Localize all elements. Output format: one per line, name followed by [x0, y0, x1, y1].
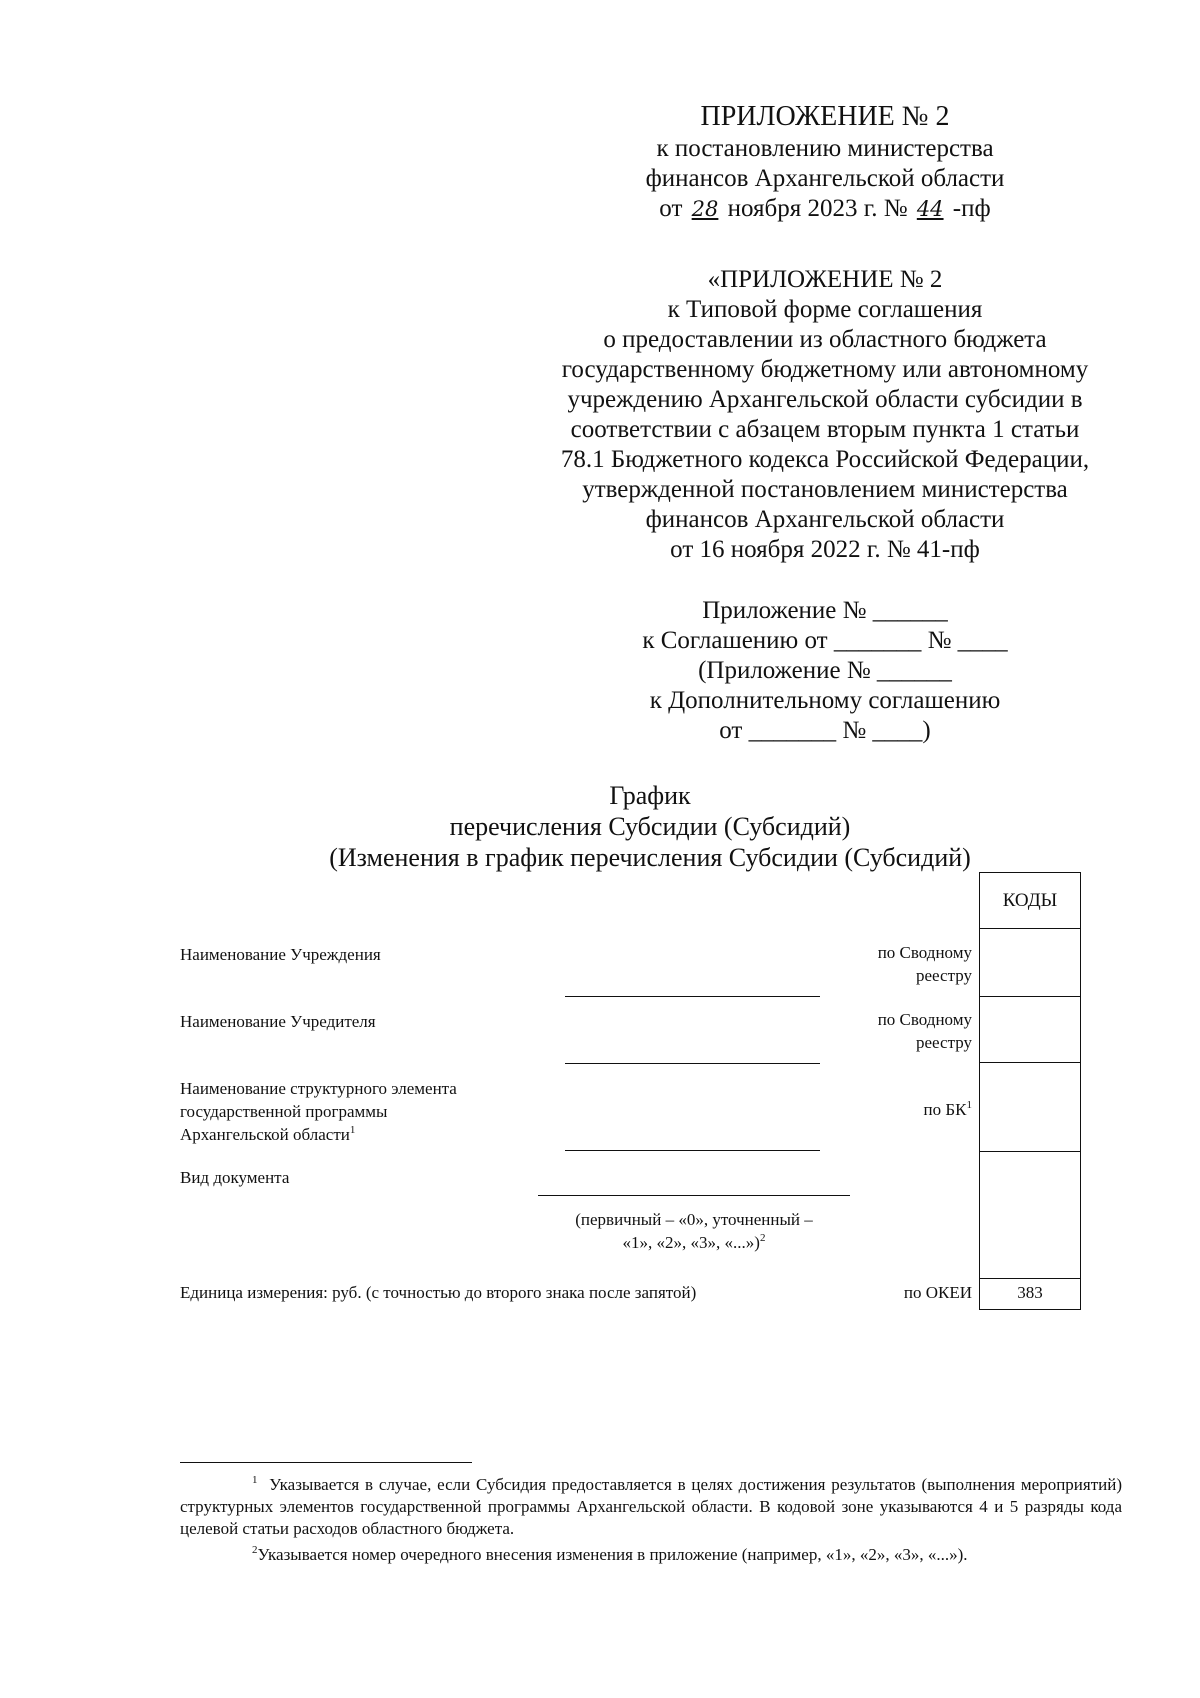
- element-field[interactable]: [565, 1150, 820, 1151]
- quoted-line: к Типовой форме соглашения: [667, 296, 983, 323]
- quoted-line: от 16 ноября 2022 г. № 41-пф: [670, 536, 980, 563]
- doc-type-hint-line-2-wrap: [538, 1231, 850, 1254]
- quoted-line: о предоставлении из областного бюджета: [603, 326, 1047, 353]
- agreement-line: к Соглашению от _______ № ____: [642, 627, 1008, 654]
- appendix-date-line: [540, 194, 1110, 224]
- doc-type-hint-line-2: «1», «2», «3», «...»): [622, 1233, 760, 1252]
- agreement-line: Приложение № ______: [702, 597, 948, 624]
- appendix-line-1: к постановлению министерства: [656, 135, 994, 162]
- schedule-title: [270, 780, 1030, 873]
- doc-type-hint-line-1: (первичный – «0», уточненный –: [575, 1210, 813, 1229]
- schedule-title-line-3: (Изменения в график перечисления Субсидии (Субсидий): [329, 843, 971, 872]
- founder-label: Наименование Учредителя: [180, 1012, 376, 1031]
- element-label: [180, 1077, 457, 1146]
- agreement-line: (Приложение № ______: [698, 657, 952, 684]
- schedule-title-line-1: График: [609, 781, 691, 810]
- founder-field[interactable]: [565, 1063, 820, 1064]
- footnote-2-text: Указывается номер очередного внесения изменения в приложение (например, «1», «2», «3», «...»).: [257, 1545, 968, 1564]
- registry-label-institution: [820, 941, 972, 987]
- registry-label-line-1: по Сводному: [877, 1010, 972, 1029]
- institution-label: Наименование Учреждения: [180, 945, 381, 964]
- okei-label: по ОКЕИ: [903, 1283, 972, 1302]
- footnote-separator: [180, 1462, 472, 1463]
- footnote-1-text: Указывается в случае, если Субсидия предоставляется в целях достижения результатов (выполнения мероприятий) структурных элементов государственной программы Архангельской области. В кодовой зоне указываются 4 и 5 разряды кода целевой статьи расходов областного бюджета.: [180, 1475, 1122, 1538]
- agreement-line: к Дополнительному соглашению: [649, 687, 1001, 714]
- element-label-line: государственной программы: [180, 1102, 388, 1121]
- schedule-title-line-2: перечисления Субсидии (Субсидий): [449, 812, 851, 841]
- quoted-appendix: [520, 265, 1130, 565]
- institution-field[interactable]: [565, 996, 820, 997]
- date-mid: ноября 2023 г. №: [727, 195, 908, 222]
- element-label-line: Архангельской области: [180, 1125, 350, 1144]
- quoted-appendix-title: «ПРИЛОЖЕНИЕ № 2: [707, 266, 943, 293]
- code-cell-bk: [979, 1062, 1081, 1152]
- doc-type-field[interactable]: [538, 1195, 850, 1196]
- bk-label-wrap: [820, 1098, 972, 1121]
- bk-label: по БК: [923, 1100, 967, 1119]
- handwritten-day: 28: [691, 197, 719, 221]
- code-cell-institution: [979, 928, 1081, 997]
- footnote-1: [180, 1474, 1122, 1540]
- date-suffix: -пф: [952, 195, 991, 222]
- registry-label-founder: [820, 1008, 972, 1054]
- handwritten-number: 44: [916, 197, 944, 221]
- element-label-line-last: [180, 1123, 457, 1146]
- quoted-line: утвержденной постановлением министерства: [582, 476, 1068, 503]
- appendix-title: ПРИЛОЖЕНИЕ № 2: [700, 101, 950, 132]
- unit-label: Единица измерения: руб. (с точностью до второго знака после запятой): [180, 1283, 697, 1302]
- doc-type-label: Вид документа: [180, 1168, 290, 1187]
- footnote-mark: 1: [252, 1474, 258, 1486]
- quoted-line: учреждению Архангельской области субсидии в: [567, 386, 1083, 413]
- registry-label-line-2: реестру: [916, 966, 972, 985]
- footnote-mark: 2: [759, 1232, 766, 1244]
- codes-header: КОДЫ: [979, 872, 1081, 929]
- code-cell-founder: [979, 996, 1081, 1063]
- doc-type-hint: [538, 1208, 850, 1254]
- appendix-line-2: финансов Архангельской области: [645, 165, 1005, 192]
- okei-code: 383: [979, 1278, 1081, 1310]
- element-label-line: Наименование структурного элемента: [180, 1079, 457, 1098]
- code-cell-doc-type: [979, 1151, 1081, 1279]
- quoted-line: соответствии с абзацем вторым пункта 1 статьи: [570, 416, 1080, 443]
- quoted-line: финансов Архангельской области: [645, 506, 1005, 533]
- appendix-header: [540, 100, 1110, 224]
- footnote-mark: 2: [252, 1544, 258, 1556]
- quoted-line: 78.1 Бюджетного кодекса Российской Федерации,: [560, 446, 1090, 473]
- agreement-reference: [540, 596, 1110, 746]
- quoted-line: государственному бюджетному или автономному: [561, 356, 1089, 383]
- footnote-mark: 1: [966, 1099, 972, 1111]
- registry-label-line-2: реестру: [916, 1033, 972, 1052]
- footnote-mark: 1: [349, 1124, 356, 1136]
- date-prefix: от: [659, 195, 683, 222]
- registry-label-line-1: по Сводному: [877, 943, 972, 962]
- footnote-2: [180, 1544, 1122, 1566]
- agreement-line: от _______ № ____): [719, 717, 931, 744]
